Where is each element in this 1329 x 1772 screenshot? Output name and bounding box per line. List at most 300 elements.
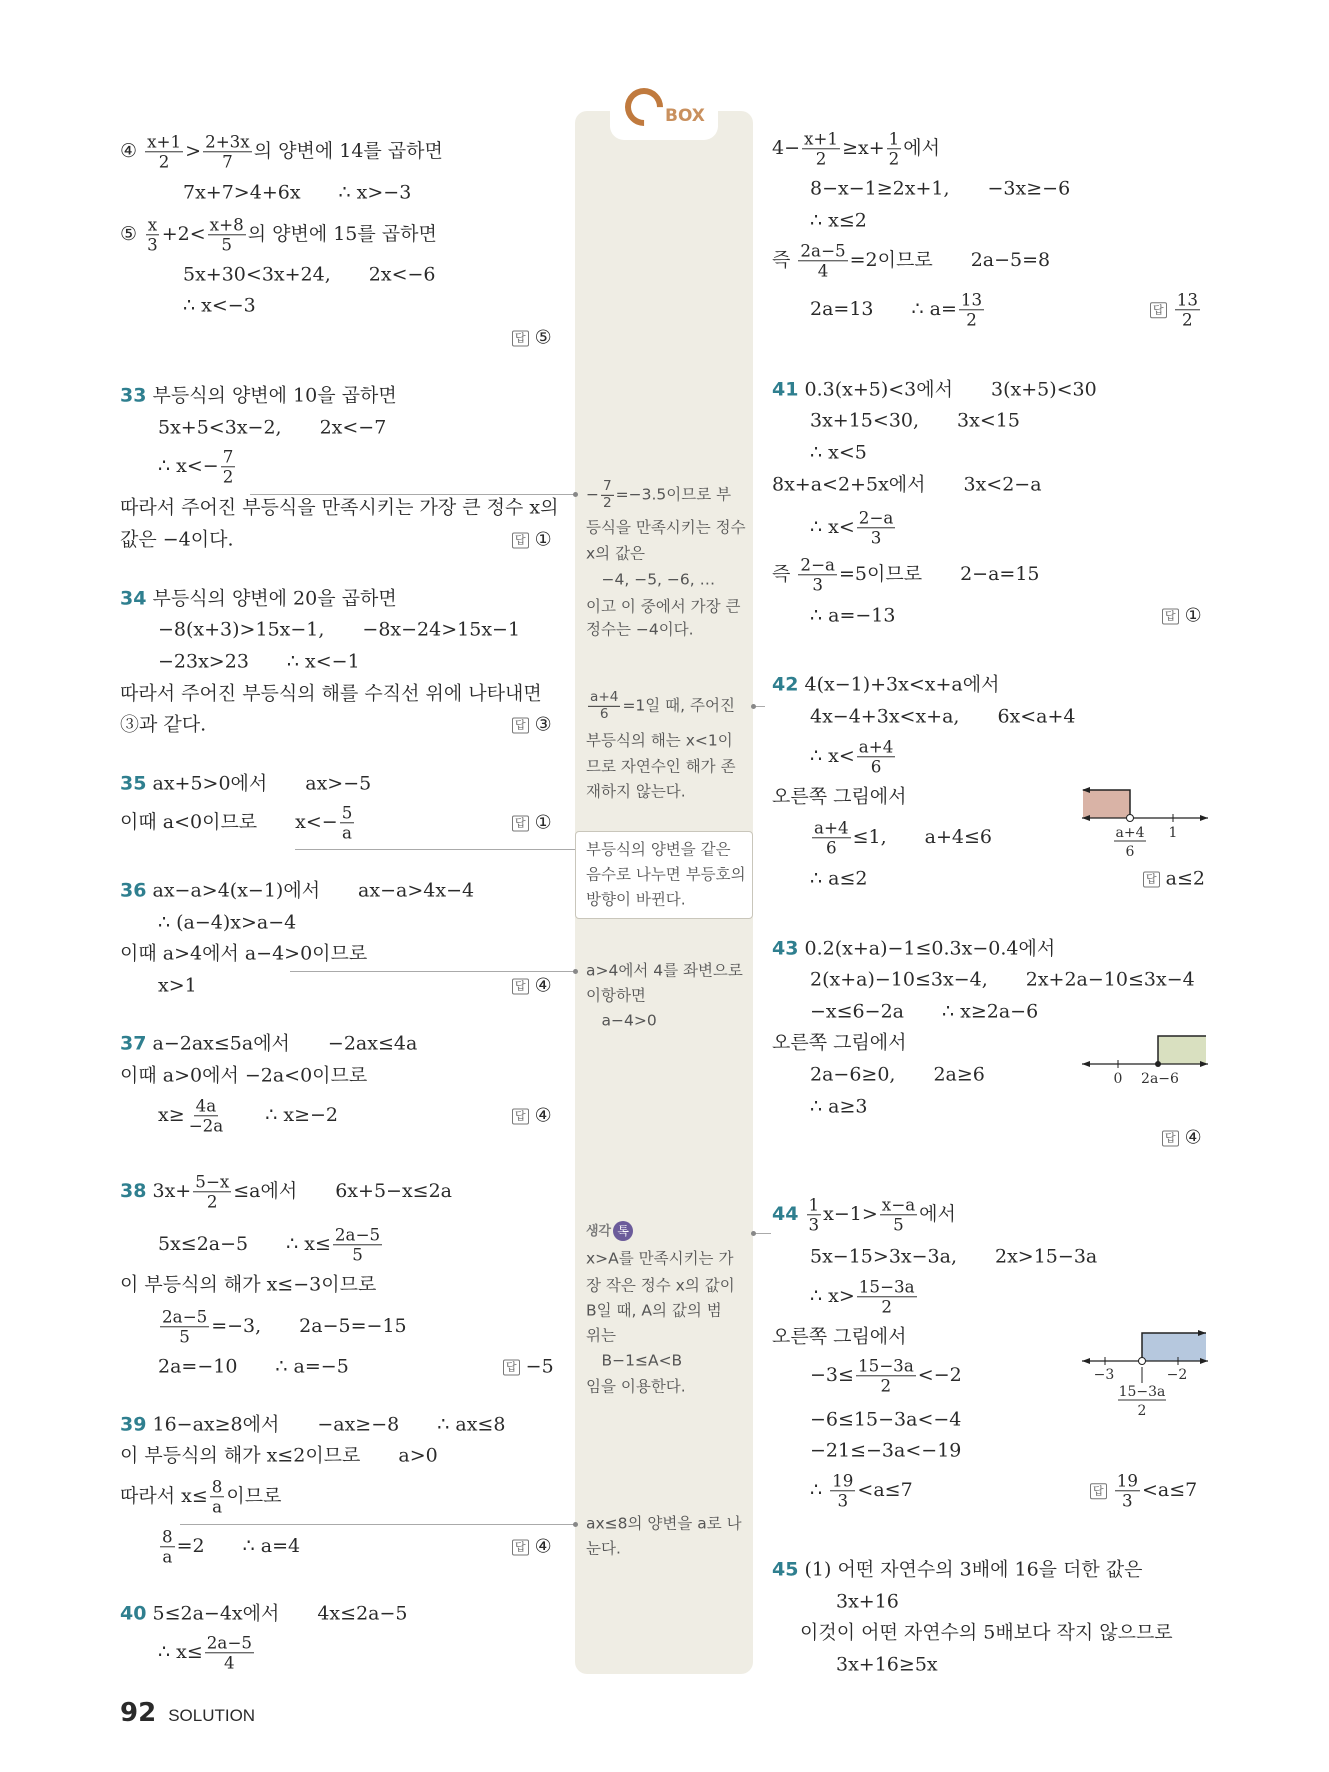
answer-icon: 답: [512, 1540, 529, 1556]
solution-line: [120, 1066, 367, 1087]
solution-line: [120, 1275, 376, 1296]
solution-line: [772, 1327, 907, 1348]
text-run: =−3.5이므로 부: [615, 485, 732, 504]
fraction-numerator: 2−a: [800, 554, 835, 575]
problem-number: 33: [120, 384, 147, 407]
fraction-numerator: 15−3a: [858, 1276, 915, 1297]
tick-label: 1: [1168, 825, 1178, 841]
text-run: a−2ax≤5a에서 −2ax≤4a: [146, 1032, 418, 1055]
solution-line: [810, 1441, 961, 1462]
text-run: B−1≤A<B: [586, 1351, 683, 1370]
solution-line: [772, 1195, 956, 1234]
text-run: ∴ a≥3: [810, 1095, 868, 1118]
arrow-head: [1082, 1358, 1090, 1364]
fraction-numerator: 13: [1176, 289, 1198, 310]
text-run: ①: [528, 811, 552, 834]
solution-region: [1083, 790, 1130, 818]
sidenote-line: [586, 1352, 682, 1369]
fraction: [880, 1195, 917, 1234]
text-run: −23x>23 ∴ x<−1: [158, 650, 360, 673]
sidenote-line: [586, 519, 746, 536]
fraction-denominator: 5: [179, 1326, 190, 1347]
text-run: 므로 자연수인 해가 존: [586, 757, 736, 776]
fraction-denominator: 5: [893, 1214, 904, 1235]
solution-line: [183, 183, 411, 204]
solution-line: [158, 620, 520, 641]
solution-line: [810, 1247, 1097, 1268]
text-run: 부등식의 양변에 10을 곱하면: [146, 384, 397, 407]
fraction-denominator: 2: [158, 151, 170, 172]
fraction: [857, 737, 896, 776]
solution-line: [512, 813, 552, 834]
solution-line: [120, 530, 234, 551]
text-run: 위는: [586, 1326, 616, 1345]
text-run: ⑤: [528, 326, 552, 349]
solution-line: [512, 1106, 552, 1127]
text-run: −: [586, 485, 599, 504]
solution-line: [810, 970, 1195, 991]
solution-line: [158, 1307, 407, 1346]
text-run: 0.2(x+a)−1≤0.3x−0.4에서: [798, 937, 1056, 960]
label-numerator: a+4: [1115, 825, 1145, 841]
text-run: 따라서 주어진 부등식을 만족시키는 가장 큰 정수 x의: [120, 496, 559, 519]
text-run: 7x+7>4+6x ∴ x>−3: [183, 181, 412, 204]
text-run: 4x−4+3x<x+a, 6x<a+4: [810, 705, 1076, 728]
text-run: ①: [1178, 604, 1202, 627]
fraction: [193, 1172, 231, 1211]
connector-dot: [751, 1231, 756, 1236]
number-line-q44: [1080, 1325, 1210, 1425]
solution-line: [120, 589, 397, 610]
solution-line: [158, 1096, 338, 1135]
sidenote-line: [586, 1327, 616, 1344]
solution-line: [810, 869, 867, 890]
sidenote-line: [586, 545, 645, 562]
text-run: x의 값은: [586, 544, 646, 563]
text-run: ∴ x>: [810, 1285, 855, 1307]
sidenote-line: [586, 891, 686, 908]
text-run: ax−a>4(x−1)에서 ax−a>4x−4: [146, 879, 475, 902]
text-run: ∴ (a−4)x>a−4: [158, 911, 297, 934]
label-denominator: 6: [1125, 844, 1135, 860]
answer-icon: 답: [1143, 872, 1160, 888]
fraction-numerator: 2a−5: [206, 1632, 252, 1653]
solution-line: [120, 881, 474, 902]
arrow-head: [1200, 815, 1208, 821]
sidenote-line: [586, 571, 715, 588]
text-run: B일 때, A의 값의 범: [586, 1301, 722, 1320]
sidenote-line: [586, 479, 731, 511]
text-run: 이 부등식의 해가 x≤2이므로 a>0: [120, 1444, 438, 1467]
fraction-numerator: x−a: [881, 1194, 916, 1215]
text-run: <a≤7: [857, 1479, 913, 1501]
text-run: ∴ a=−13: [810, 604, 896, 627]
fraction-numerator: x+8: [209, 214, 244, 235]
text-run: x>1: [158, 974, 197, 997]
sidenote-line: [586, 732, 733, 749]
text-run: 에서: [903, 137, 940, 159]
fraction-numerator: 13: [960, 289, 983, 310]
fraction-numerator: 8: [162, 1526, 173, 1547]
problem-number: 45: [772, 1558, 799, 1581]
fraction-denominator: 6: [825, 837, 837, 858]
text-run: 오른쪽 그림에서: [772, 1031, 907, 1054]
text-run: ④: [528, 1104, 552, 1127]
answer-icon: 답: [1150, 302, 1167, 318]
text-run: [1167, 298, 1173, 320]
fraction: [601, 479, 614, 511]
text-run: −3≤: [810, 1364, 854, 1386]
fraction-denominator: 7: [222, 151, 233, 172]
solution-line: [836, 1655, 938, 1676]
text-run: 8x+a<2+5x에서 3x<2−a: [772, 473, 1042, 496]
fraction-numerator: 2−a: [858, 507, 894, 528]
sidenote-line: [586, 690, 735, 722]
answer-icon: 답: [512, 979, 529, 995]
text-run: ∴ x≥−2: [227, 1104, 339, 1126]
text-run: 정수는 −4이다.: [586, 620, 694, 639]
text-run: 이므로: [226, 1485, 282, 1507]
fraction: [160, 1527, 175, 1566]
label-numerator: 15−3a: [1118, 1384, 1166, 1400]
fraction: [1115, 1471, 1140, 1510]
fraction-denominator: 6: [870, 756, 882, 777]
solution-line: [800, 1623, 1173, 1644]
fraction: [208, 215, 246, 254]
logo-text: BOX: [665, 106, 705, 126]
fraction-denominator: 2: [880, 1375, 892, 1396]
tip-badge-icon: 톡: [613, 1221, 633, 1241]
solution-line: [810, 1065, 985, 1086]
solution-line: [810, 508, 897, 547]
fraction-numerator: a+4: [814, 817, 849, 838]
sidenote-line: [586, 962, 743, 979]
solution-line: [120, 1415, 505, 1436]
fraction-denominator: 3: [837, 1490, 849, 1511]
solution-line: [772, 380, 1097, 401]
text-run: ∴: [810, 1479, 829, 1501]
fraction: [1175, 290, 1200, 329]
solution-line: [772, 129, 940, 168]
sidenote-line: [586, 621, 694, 638]
solution-line: [810, 1410, 961, 1431]
text-run: 즉: [772, 249, 797, 271]
fraction: [857, 1277, 917, 1316]
fraction: [145, 215, 160, 254]
fraction: [856, 1356, 916, 1395]
fraction-denominator: a: [212, 1496, 223, 1517]
solution-line: [810, 707, 1076, 728]
text-run: ④: [528, 1535, 552, 1558]
solution-line: [158, 447, 237, 486]
text-run: 이때 a>0에서 −2a<0이므로: [120, 1064, 368, 1087]
fraction: [333, 1225, 382, 1264]
fraction-denominator: 5: [352, 1244, 363, 1265]
text-run: 따라서 x≤: [120, 1485, 208, 1507]
solution-line: [836, 1592, 899, 1613]
text-run: 0.3(x+5)<3에서 3(x+5)<30: [798, 378, 1097, 401]
solution-line: [810, 179, 1070, 200]
solution-line: [120, 684, 542, 705]
fraction-denominator: 2: [222, 466, 234, 487]
text-run: 2a=13 ∴ a=: [810, 298, 957, 320]
fraction-numerator: x: [147, 214, 158, 235]
fraction-numerator: 2a−5: [800, 240, 846, 261]
label-denominator: 2: [1137, 1403, 1147, 1419]
fraction-numerator: 8: [211, 1476, 223, 1497]
text-run: 눈다.: [586, 1539, 621, 1558]
text-run: 방향이 바뀐다.: [586, 890, 686, 909]
solution-line: [183, 265, 436, 286]
fraction-numerator: 19: [1116, 1470, 1138, 1491]
sidenote-line: [586, 866, 746, 883]
text-run: 부등식의 해는 x<1이: [586, 731, 733, 750]
text-run: 의 양변에 14를 곱하면: [253, 140, 443, 162]
fraction: [959, 290, 984, 329]
text-run: 오른쪽 그림에서: [772, 785, 907, 808]
text-run: <−2: [917, 1364, 962, 1386]
solution-line: [120, 1446, 438, 1467]
text-run: ∴ x<: [810, 516, 855, 538]
answer-icon: 답: [512, 331, 529, 347]
fraction: [203, 132, 252, 171]
text-run: 음수로 나누면 부등호의: [586, 865, 746, 884]
solution-line: [158, 1633, 256, 1672]
solution-line: [503, 1357, 554, 1378]
answer-icon: 답: [1162, 609, 1179, 625]
sidenote-line: [586, 598, 740, 615]
text-run: 3x+16≥5x: [836, 1653, 938, 1676]
fraction: [830, 1471, 855, 1510]
text-run: 따라서 주어진 부등식의 해를 수직선 위에 나타내면: [120, 682, 542, 705]
solution-line: [772, 1033, 907, 1054]
text-run: 이것이 어떤 자연수의 5배보다 작지 않으므로: [800, 1621, 1173, 1644]
connector-line: [290, 971, 575, 972]
solution-line: [120, 1477, 281, 1516]
problem-number: 44: [772, 1203, 799, 1225]
text-run: (1) 어떤 자연수의 3배에 16을 더한 값은: [798, 1558, 1143, 1581]
qbox-logo: [625, 88, 705, 126]
fraction-denominator: a: [342, 822, 352, 843]
text-run: 3x+16: [836, 1590, 899, 1613]
sidenote-line: [586, 1012, 657, 1029]
fraction: [887, 129, 902, 168]
answer-icon: 답: [1090, 1483, 1107, 1499]
text-run: 4(x−1)+3x<x+a에서: [798, 673, 1000, 696]
footer-label: SOLUTION: [168, 1706, 256, 1725]
text-run: 값은 −4이다.: [120, 528, 234, 551]
text-run: x≥: [158, 1104, 185, 1126]
fraction-numerator: 5−x: [195, 1171, 230, 1192]
solution-line: [772, 241, 1050, 280]
text-run: ∴ x<: [810, 745, 855, 767]
number-line-q42: [1080, 780, 1210, 870]
solution-line: [120, 803, 356, 842]
fraction-numerator: 2+3x: [205, 131, 250, 152]
text-run: 16−ax≥8에서 −ax≥−8 ∴ ax≤8: [146, 1413, 506, 1436]
fraction: [812, 818, 851, 857]
text-run: 이항하면: [586, 986, 646, 1005]
fraction-denominator: 3: [1122, 1490, 1133, 1511]
solution-line: [810, 443, 867, 464]
solution-line: [810, 1097, 867, 1118]
answer-icon: 답: [512, 533, 529, 549]
open-point: [1127, 815, 1134, 822]
problem-number: 39: [120, 1413, 147, 1436]
text-run: ax+5>0에서 ax>−5: [146, 772, 372, 795]
solution-line: [772, 675, 999, 696]
text-run: a≤2: [1159, 867, 1206, 890]
text-run: x>A를 만족시키는 가: [586, 1249, 734, 1268]
choice-number: ④: [120, 140, 138, 162]
solution-line: [158, 1225, 384, 1264]
tick-label: 0: [1113, 1071, 1123, 1087]
solution-line: [158, 976, 197, 997]
fraction-denominator: 4: [224, 1652, 235, 1673]
text-run: 이고 이 중에서 가장 큰: [586, 597, 741, 616]
fraction: [210, 1477, 225, 1516]
text-run: 이때 a>4에서 a−4>0이므로: [120, 942, 368, 965]
sidenote-line: [586, 1277, 735, 1294]
text-run: [137, 223, 143, 245]
fraction-numerator: a+4: [858, 736, 894, 757]
text-run: [1107, 1479, 1113, 1501]
text-run: ①: [528, 528, 552, 551]
text-run: ≤1, a+4≤6: [852, 826, 992, 848]
text-run: ∴ x≤: [158, 1641, 203, 1663]
tick-label: 2a−6: [1141, 1071, 1179, 1087]
text-run: a−4>0: [586, 1011, 657, 1030]
solution-line: [120, 498, 558, 519]
text-run: ∴ a≤2: [810, 867, 868, 890]
text-run: =5이므로 2−a=15: [839, 563, 1040, 585]
problem-number: 34: [120, 587, 147, 610]
text-run: 장 작은 정수 x의 값이: [586, 1276, 735, 1295]
text-run: ③과 같다.: [120, 713, 207, 736]
text-run: 부등식의 양변에 20을 곱하면: [146, 587, 397, 610]
text-run: −21≤−3a<−19: [810, 1439, 962, 1462]
solution-line: [120, 1604, 408, 1625]
problem-number: 38: [120, 1180, 147, 1202]
fraction: [145, 132, 183, 171]
connector-dot: [573, 1522, 578, 1527]
text-run: ≥x+: [842, 137, 885, 159]
fraction-numerator: 19: [832, 1470, 854, 1491]
fraction-denominator: 2: [888, 148, 900, 169]
text-run: ④: [1178, 1126, 1202, 1149]
text-run: 5x+5<3x−2, 2x<−7: [158, 416, 387, 439]
fraction-numerator: x+1: [147, 131, 182, 152]
text-run: a>4에서 4를 좌변으로: [586, 961, 743, 980]
solution-line: [1150, 290, 1202, 329]
choice-number: ⑤: [120, 223, 138, 245]
sidenote-line: [586, 841, 731, 858]
fraction-denominator: 3: [808, 1214, 820, 1235]
q-logo-icon: [617, 80, 671, 134]
solution-line: [512, 530, 552, 551]
text-run: =−3, 2a−5=−15: [211, 1315, 407, 1337]
text-run: <a≤7: [1141, 1479, 1198, 1501]
sidenote-line: [586, 1540, 621, 1557]
fraction: [857, 508, 896, 547]
problem-number: 35: [120, 772, 147, 795]
solution-line: [810, 290, 986, 329]
text-run: [137, 140, 143, 162]
sidenote-line: [586, 758, 736, 775]
text-run: 이때 a<0이므로 x<−: [120, 811, 338, 833]
text-run: =2 ∴ a=4: [176, 1535, 301, 1557]
text-run: 5x≤2a−5 ∴ x≤: [158, 1233, 331, 1255]
text-run: ≤a에서 6x+5−x≤2a: [233, 1180, 453, 1202]
solution-line: [512, 976, 552, 997]
sidenote-line: [586, 1515, 742, 1532]
solution-line: [183, 296, 256, 317]
text-run: x−1>: [823, 1203, 878, 1225]
fraction-denominator: 2: [815, 148, 827, 169]
fraction-numerator: 15−3a: [857, 1355, 914, 1376]
fraction-numerator: 1: [808, 1194, 820, 1215]
text-run: 임을 이용한다.: [586, 1377, 686, 1396]
fraction-denominator: 2: [1182, 309, 1193, 330]
closed-point: [1155, 1061, 1161, 1067]
solution-line: [120, 386, 397, 407]
text-run: ∴ x<5: [810, 441, 867, 464]
solution-line: [158, 652, 360, 673]
fraction-numerator: x+1: [804, 128, 839, 149]
fraction-denominator: 2: [603, 494, 612, 511]
fraction: [221, 447, 236, 486]
text-run: >: [185, 140, 202, 162]
fraction: [798, 555, 837, 594]
fraction-denominator: a: [162, 1546, 173, 1567]
text-run: 에서: [919, 1203, 956, 1225]
solution-line: [810, 211, 867, 232]
answer-icon: 답: [503, 1360, 520, 1376]
solution-line: [120, 715, 206, 736]
solution-line: [120, 1172, 452, 1211]
fraction-numerator: 1: [888, 128, 900, 149]
text-run: 이 부등식의 해가 x≤−3이므로: [120, 1273, 377, 1296]
solution-line: [810, 606, 895, 627]
fraction: [807, 1195, 822, 1234]
solution-line: [158, 913, 296, 934]
open-point: [1139, 1358, 1146, 1365]
tick-label: −2: [1166, 1367, 1188, 1383]
sidenote-line: [586, 987, 646, 1004]
text-run: 오른쪽 그림에서: [772, 1325, 907, 1348]
solution-line: [810, 818, 992, 857]
problem-number: 40: [120, 1602, 147, 1625]
arrow-head: [1082, 1061, 1090, 1067]
fraction: [160, 1307, 209, 1346]
text-run: =2이므로 2a−5=8: [849, 249, 1051, 271]
solution-line: [512, 715, 552, 736]
text-run: 5x+30<3x+24, 2x<−6: [183, 263, 436, 286]
problem-number: 41: [772, 378, 799, 401]
fraction-denominator: 3: [147, 234, 158, 255]
connector-dot: [573, 492, 578, 497]
sidenote-line: [586, 1302, 722, 1319]
connector-line: [295, 849, 575, 850]
solution-region: [1158, 1036, 1206, 1064]
text-run: 5x−15>3x−3a, 2x>15−3a: [810, 1245, 1098, 1268]
tick-label: −3: [1093, 1367, 1115, 1383]
text-run: −4, −5, −6, …: [586, 570, 716, 589]
text-run: 5≤2a−4x에서 4x≤2a−5: [146, 1602, 408, 1625]
text-run: −8(x+3)>15x−1, −8x−24>15x−1: [158, 618, 521, 641]
fraction-denominator: 5: [221, 234, 233, 255]
solution-line: [512, 1537, 552, 1558]
